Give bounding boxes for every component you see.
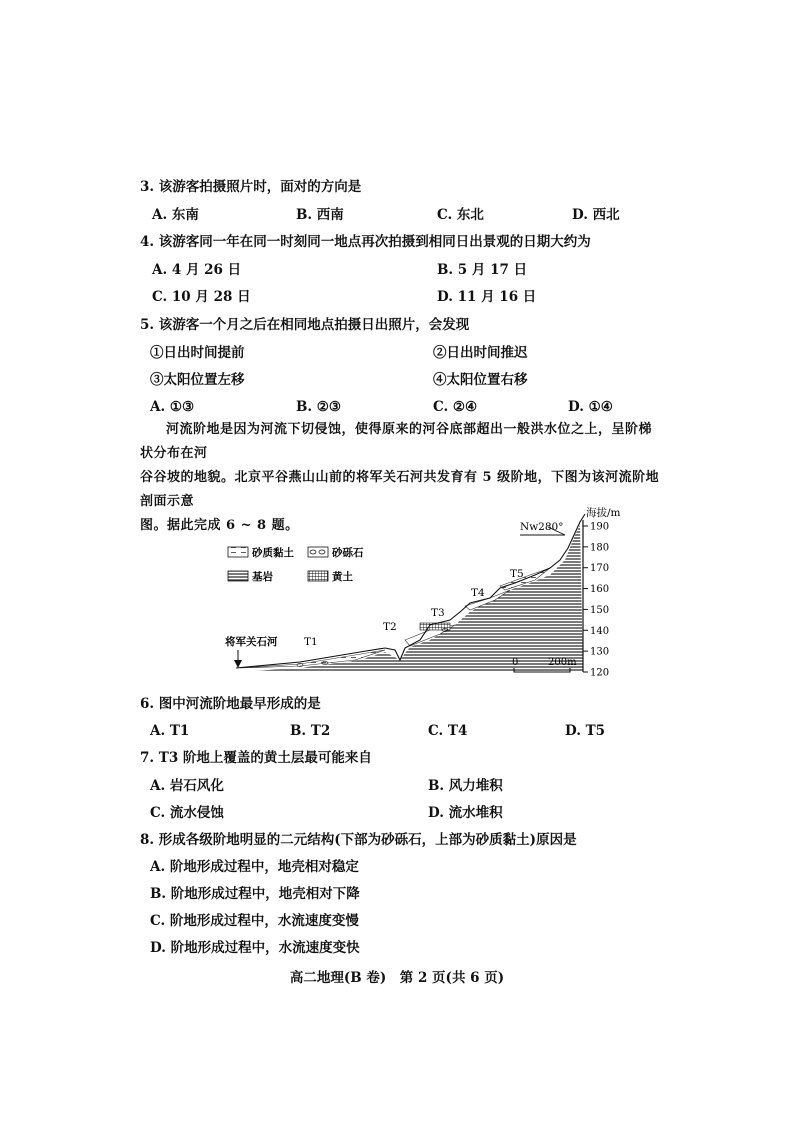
q5-option-a: A. ①③ (150, 399, 195, 415)
question-7-stem: 7. T3 阶地上覆盖的黄土层最可能来自 (140, 750, 372, 766)
river-label: 将军关石河 (225, 636, 278, 648)
q7-option-c: C. 流水侵蚀 (150, 805, 224, 821)
q7-option-d: D. 流水堆积 (428, 805, 503, 821)
q5-item-3: ③太阳位置左移 (150, 372, 245, 388)
scale-zero: 0 (512, 657, 519, 668)
question-3-stem: 3. 该游客拍摄照片时，面对的方向是 (140, 179, 362, 195)
q5-option-c: C. ②④ (433, 399, 478, 415)
passage-line-1: 河流阶地是因为河流下切侵蚀，使得原来的河谷底部超出一般洪水位之上，呈阶梯状分布在河 (140, 422, 653, 461)
elevation-tick-label: 150 (590, 604, 610, 616)
question-5-stem: 5. 该游客一个月之后在相同地点拍摄日出照片，会发现 (140, 317, 470, 333)
q8-option-a: A. 阶地形成过程中，地壳相对稳定 (150, 859, 359, 875)
elevation-axis-title: 海拔/m (586, 507, 621, 519)
elevation-tick-label: 120 (590, 667, 610, 679)
elevation-tick-label: 130 (590, 646, 610, 658)
elevation-ticks (583, 522, 609, 679)
legend-label-bedrock: 基岩 (252, 571, 273, 583)
legend-swatch-clay (228, 547, 248, 557)
q5-item-1: ①日出时间提前 (150, 345, 245, 361)
q8-option-b: B. 阶地形成过程中，地壳相对下降 (150, 886, 360, 902)
terrace-label-t5: T5 (510, 568, 524, 580)
q8-option-d: D. 阶地形成过程中，水流速度变快 (150, 940, 360, 956)
q3-option-c: C. 东北 (437, 207, 484, 223)
direction-label: Nw280° (520, 521, 564, 533)
terrace-label-t2: T2 (383, 621, 397, 633)
q6-option-c: C. T4 (428, 723, 468, 739)
terrace-label-t1: T1 (304, 636, 318, 648)
q4-option-c: C. 10 月 28 日 (152, 289, 251, 305)
scale-length: 200m (548, 657, 577, 668)
elevation-tick-label: 190 (590, 521, 610, 533)
legend-label-gravel: 砂砾石 (332, 547, 364, 559)
legend-swatch-loess (308, 571, 328, 581)
terrace-label-t3: T3 (431, 607, 445, 619)
q7-option-a: A. 岩石风化 (150, 778, 224, 794)
q5-item-2: ②日出时间推迟 (433, 345, 528, 361)
passage-line-2: 谷谷坡的地貌。北京平谷燕山山前的将军关石河共发育有 5 级阶地，下图为该河流阶地剖面示意 (140, 470, 660, 509)
elevation-tick-label: 160 (590, 584, 610, 596)
q8-option-c: C. 阶地形成过程中，水流速度变慢 (150, 913, 359, 929)
question-4-stem: 4. 该游客同一年在同一时刻同一地点再次拍摄到相同日出景观的日期大约为 (140, 234, 591, 250)
question-8-stem: 8. 形成各级阶地明显的二元结构(下部为砂砾石，上部为砂质黏土)原因是 (140, 832, 577, 848)
q3-option-b: B. 西南 (296, 207, 344, 223)
q3-option-d: D. 西北 (572, 207, 620, 223)
question-6-stem: 6. 图中河流阶地最早形成的是 (140, 696, 321, 712)
elevation-tick-label: 140 (590, 625, 610, 637)
legend-swatch-bedrock (228, 571, 248, 581)
legend (228, 546, 364, 583)
page-footer: 高二地理(B 卷) 第 2 页(共 6 页) (289, 970, 505, 986)
q6-option-a: A. T1 (150, 723, 190, 739)
legend-label-loess: 黄土 (332, 571, 353, 583)
q5-option-d: D. ①④ (568, 399, 613, 415)
q6-option-d: D. T5 (565, 723, 606, 739)
q3-option-a: A. 东南 (152, 207, 199, 223)
q7-option-b: B. 风力堆积 (428, 778, 503, 794)
q5-option-b: B. ②③ (296, 399, 342, 415)
legend-label-clay: 砂质黏土 (252, 547, 294, 559)
elevation-tick-label: 180 (590, 542, 610, 554)
q4-option-a: A. 4 月 26 日 (152, 262, 242, 278)
q4-option-b: B. 5 月 17 日 (437, 262, 528, 278)
elevation-tick-label: 170 (590, 563, 610, 575)
q5-item-4: ④太阳位置右移 (433, 372, 528, 388)
q6-option-b: B. T2 (290, 723, 331, 739)
q4-option-d: D. 11 月 16 日 (437, 289, 537, 305)
passage-line-3: 图。据此完成 6 ~ 8 题。 (140, 518, 299, 533)
terrace-label-t4: T4 (471, 587, 485, 599)
